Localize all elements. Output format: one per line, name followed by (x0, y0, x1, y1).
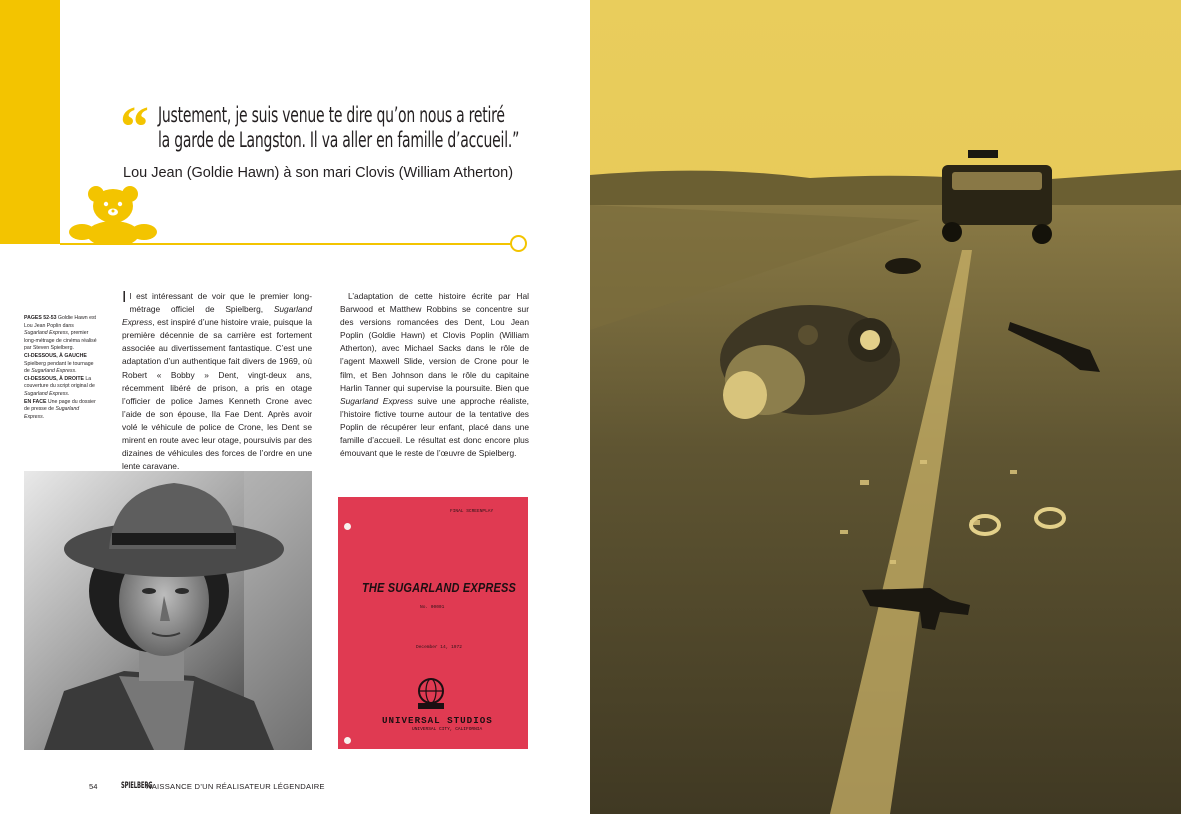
caption-text: , premier long-métrage de cinéma réalisé par Steven Spielberg. (24, 330, 97, 352)
script-studio: UNIVERSAL STUDIOS (382, 715, 493, 726)
teddy-bear-icon (68, 182, 158, 244)
body-text: l est intéressant de voir que le premier long-métrage officiel de Spielberg, (129, 291, 312, 315)
film-title: Sugarland Express (122, 304, 312, 328)
binder-hole (344, 737, 351, 744)
quote-attribution: Lou Jean (Goldie Hawn) à son mari Clovis (William Atherton) (123, 165, 514, 181)
caption-label: EN FACE (24, 398, 47, 405)
caption-text: . (75, 368, 77, 375)
caption-film-title: Sugarland Express (24, 406, 80, 420)
left-page (0, 0, 590, 814)
film-title: Sugarland Express (340, 395, 413, 406)
caption-label: PAGES 52-53 (24, 315, 57, 321)
body-text: suive une approche réaliste, l’histoire fictive tourne autour de la tentative des Poplin de récupérer leur enfant, placé dans une famille d’accueil. Le résultat est donc encore plus émouvant que le reste de l’œuvre de Spielberg. (340, 395, 529, 459)
caption (24, 315, 98, 353)
script-city: UNIVERSAL CITY, CALIFORNIA (412, 727, 483, 732)
quote-mark: “ (120, 94, 145, 159)
caption (24, 376, 98, 399)
caption-text: . (42, 413, 45, 420)
spielberg-portrait-photo (24, 471, 312, 750)
caption-text: Une page du dossier de presse de (24, 398, 96, 413)
universal-globe-icon (416, 677, 446, 718)
divider-circle-icon (510, 235, 527, 252)
photo-captions (24, 315, 98, 421)
body-text: L’adaptation de cette histoire écrite par Hal Barwood et Matthew Robbins se concentre sur des versions romancées des Dent, Lou Jean Poplin (Goldie Hawn) et Clovis Poplin (William Atherton), avec Michael Sacks dans le rôle de l’agent Maxwell Slide, version de Crone pour le film, et Ben Johnson dans le rôle du capitaine Harlin Tanner qui supervise la poursuite. Bien que (340, 291, 529, 393)
script-title: THE SUGARLAND EXPRESS (362, 581, 517, 595)
pull-quote (158, 103, 520, 153)
script-draft-number: No. 00001 (420, 605, 445, 610)
caption-film-title: Sugarland Express (31, 368, 76, 375)
drop-cap: I (122, 289, 127, 306)
caption-text: La couverture du script original de (24, 375, 95, 390)
caption-label: CI-DESSOUS, À GAUCHE (24, 352, 87, 359)
caption (24, 399, 98, 422)
caption-film-title: Sugarland Express (24, 330, 68, 337)
body-column-2 (340, 290, 529, 460)
script-date: December 14, 1972 (416, 645, 462, 650)
caption-label: CI-DESSOUS, À DROITE (24, 375, 84, 382)
caption-film-title: Sugarland Express (24, 390, 68, 397)
caption-text: . (67, 390, 70, 397)
script-top-label: FINAL SCREENPLAY (450, 509, 494, 514)
book-title: NAISSANCE D’UN RÉALISATEUR LÉGENDAIRE (146, 782, 325, 791)
yellow-accent-band (0, 0, 60, 244)
binder-hole (344, 523, 351, 530)
road-scene-photo (590, 0, 1181, 814)
book-brand: SPIELBERG (121, 781, 153, 791)
page-number: 54 (89, 782, 98, 791)
body-text: , est inspiré d’une histoire vraie, puisque la première décennie de sa carrière est fortement associée au divertissement fantastique. C’est une adaptation d’un authentique fait divers de 1969, où Robert « Bobby » Dent, vingt-deux ans, récemment libéré de prison, a pris en otage l’officier de police James Kenneth Crone avec l’aide de son épouse, Ila Fae Dent. Après avoir volé le véhicule de police de Crone, les Dent se mirent en route avec leur otage, poursuivis par des dizaines de véhicules des forces de l’ordre en une lente caravane. (122, 317, 312, 472)
divider-rule (60, 243, 512, 245)
caption-text: Spielberg pendant le tournage de (24, 360, 94, 375)
script-cover-image (338, 497, 528, 749)
pull-quote-line: la garde de Langston. Il va aller en famille d’accueil.” (158, 128, 520, 152)
caption (24, 353, 98, 376)
body-column-1 (122, 290, 312, 473)
caption-text: Goldie Hawn est Lou Jean Poplin dans (24, 315, 96, 329)
pull-quote-line: Justement, je suis venue te dire qu’on nous a retiré (158, 103, 505, 127)
